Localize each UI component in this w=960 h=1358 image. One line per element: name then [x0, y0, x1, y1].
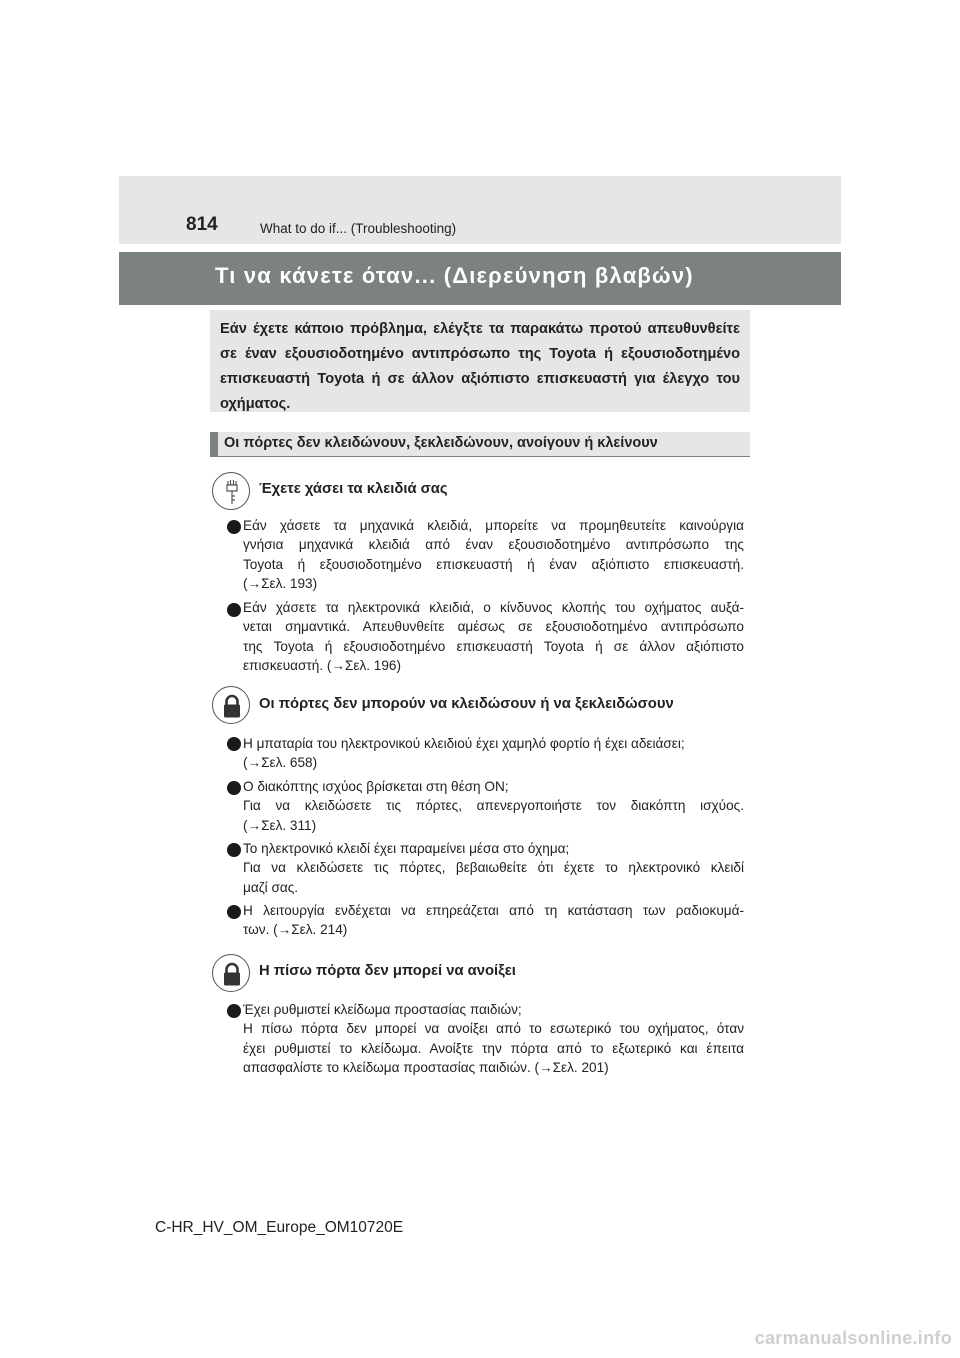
intro-text: Εάν έχετε κάποιο πρόβλημα, ελέγξτε τα παρακάτω προτού απευθυνθείτε σε έναν εξουσιοδοτημένο αντιπρόσωπο της Toyota ή εξουσιοδοτημένο επισκευαστή Toyota ή σε άλλον αξιόπιστο επισκευαστή για έλεγχο του οχήματος. — [220, 321, 740, 412]
text-line: (→Σελ. 658) — [243, 755, 318, 771]
bullet-icon — [227, 781, 241, 795]
watermark[interactable]: carmanualsonline.info — [754, 1328, 952, 1348]
text-line: Η λειτουργία ενδέχεται να επηρεάζεται από τη κατάσταση των ραδιοκυμά- — [243, 903, 744, 918]
text-line: Το ηλεκτρονικό κλειδί έχει παραμείνει μέσα στο όχημα; — [243, 841, 570, 856]
lock-icon — [212, 954, 250, 992]
list-item — [243, 1000, 744, 1078]
text-line: Για να κλειδώσετε τις πόρτες, απενεργοποιήστε τον διακόπτη ισχύος. — [243, 798, 744, 814]
bullet-icon — [227, 603, 241, 617]
bullet-icon — [227, 520, 241, 534]
text-line: Η πίσω πόρτα δεν μπορεί να ανοίξει από το εσωτερικό του οχήματος, όταν — [243, 1021, 744, 1037]
list-item — [243, 734, 744, 773]
list-item — [243, 901, 744, 940]
page-title: Τι να κάνετε όταν... (Διερεύνηση βλαβών) — [215, 263, 694, 288]
key-icon — [212, 472, 250, 510]
text-line: γνήσια μηχανικά κλειδιά από έναν εξουσιοδοτημένο αντιπρόσωπο της — [243, 537, 744, 553]
running-head: What to do if... (Troubleshooting) — [260, 221, 457, 236]
intro-box — [210, 310, 750, 412]
subsection-title-back-door: Η πίσω πόρτα δεν μπορεί να ανοίξει — [259, 963, 516, 979]
list-item — [243, 598, 744, 676]
bullet-icon — [227, 843, 241, 857]
text-line: Toyota ή εξουσιοδοτημένο επισκευαστή ή έναν αξιόπιστο επισκευαστή. — [243, 556, 744, 572]
bullet-icon — [227, 1004, 241, 1018]
list-item — [243, 777, 744, 835]
text-line: έχει ρυθμιστεί το κλείδωμα. Ανοίξτε την πόρτα από το εξωτερικό και έπειτα — [243, 1040, 744, 1056]
header-band — [119, 176, 841, 244]
text-line: Εάν χάσετε τα ηλεκτρονικά κλειδιά, ο κίνδυνος κλοπής του οχήματος αυξά- — [243, 600, 744, 615]
lock-icon — [212, 686, 250, 724]
text-line: της Toyota ή εξουσιοδοτημένο επισκευαστή Toyota ή σε άλλον αξιόπιστο — [243, 638, 744, 654]
text-line: των. (→Σελ. 214) — [243, 922, 348, 938]
bullet-icon — [227, 737, 241, 751]
section-heading — [210, 432, 750, 457]
page-title-bar — [119, 252, 841, 305]
list-item — [243, 839, 744, 897]
text-line: Έχει ρυθμιστεί κλείδωμα προστασίας παιδιών; — [243, 1002, 522, 1017]
text-line: Ο διακόπτης ισχύος βρίσκεται στη θέση ON; — [243, 779, 509, 794]
text-line: νεται σημαντικά. Απευθυνθείτε αμέσως σε εξουσιοδοτημένο αντιπρόσωπο — [243, 619, 744, 635]
text-line: Εάν χάσετε τα μηχανικά κλειδιά, μπορείτε να προμηθευτείτε καινούργια — [243, 518, 744, 533]
text-line: Για να κλειδώσετε τις πόρτες, βεβαιωθείτε ότι έχετε το ηλεκτρονικό κλειδί — [243, 860, 744, 876]
text-line: Η μπαταρία του ηλεκτρονικού κλειδιού έχει χαμηλό φορτίο ή έχει αδειάσει; — [243, 736, 685, 751]
section-heading-bar — [210, 432, 218, 456]
page-number: 814 — [186, 214, 218, 235]
list-item — [243, 516, 744, 594]
bullet-icon — [227, 905, 241, 919]
subsection-title-doors-lock: Οι πόρτες δεν μπορούν να κλειδώσουν ή να ξεκλειδώσουν — [259, 696, 674, 712]
subsection-title-lost-keys: Έχετε χάσει τα κλειδιά σας — [259, 481, 448, 497]
section-heading-label: Οι πόρτες δεν κλειδώνουν, ξεκλειδώνουν, ανοίγουν ή κλείνουν — [224, 435, 658, 451]
text-line: απασφαλίστε το κλείδωμα προστασίας παιδιών. (→Σελ. 201) — [243, 1060, 609, 1076]
text-line: επισκευαστή. (→Σελ. 196) — [243, 658, 402, 674]
footer-document-code: C-HR_HV_OM_Europe_OM10720E — [155, 1219, 404, 1236]
text-line: μαζί σας. — [243, 879, 299, 895]
text-line: (→Σελ. 311) — [243, 817, 317, 833]
text-line: (→Σελ. 193) — [243, 576, 318, 592]
